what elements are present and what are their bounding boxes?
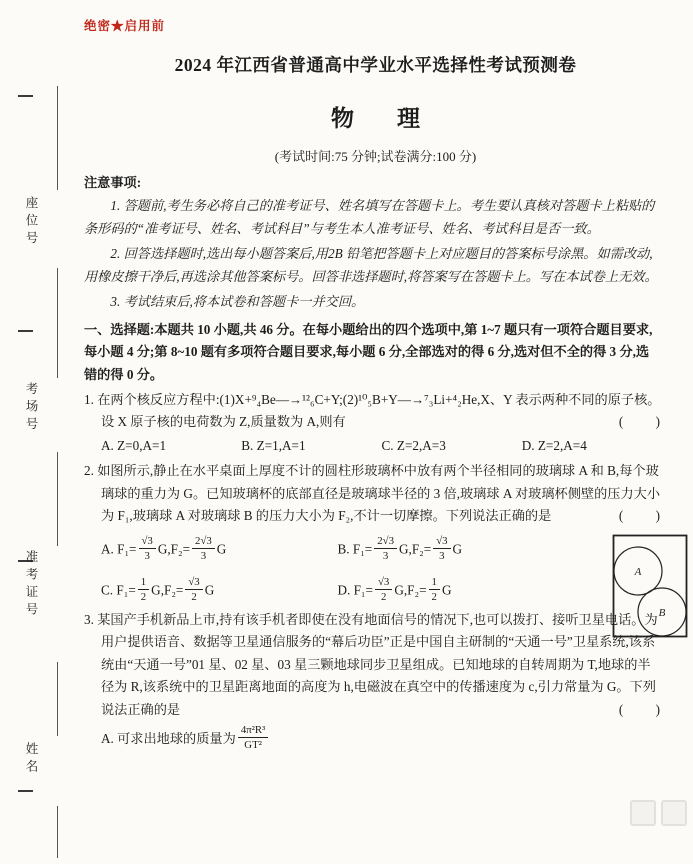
margin-write-line xyxy=(57,86,58,190)
question-1-option-b: B. Z=1,A=1 xyxy=(241,437,306,453)
question-1 xyxy=(84,389,662,457)
question-3-answer-bracket: ( ) xyxy=(618,701,662,717)
question-2-option-b: B. F₁= $\frac{2√3}{3}$ G,F₂= $\frac{√3}{3}$ G xyxy=(337,534,463,562)
notice-item-1: 1. 答题前,考生务必将自己的准考证号、姓名填写在答题卡上。考生要认真核对答题卡上粘贴的条形码的“准考证号、姓名、考试科目”与考生本人准考证号、姓名、考试科目是否一致。 xyxy=(84,198,655,236)
margin-write-line xyxy=(57,806,58,858)
question-2-answer-bracket: ( ) xyxy=(618,508,662,524)
fold-mark xyxy=(18,790,33,792)
watermark-mark xyxy=(630,800,656,826)
paper-title: 2024 年江西省普通高中学业水平选择性考试预测卷 xyxy=(174,55,577,75)
question-3-stem xyxy=(84,609,662,721)
question-3-stem-text: 3. 某国产手机新品上市,持有该手机者即使在没有地面信号的情况下,也可以拨打、接听卫星电话。为用户提供语音、数据等卫星通信服务的“幕后功臣”正是中国自主研制的“天通一号”卫星系统,该系统由“天通一号”01 星、02 星、03 星三颗地球同步卫星组成。已知地球的自转周期为 T,地球的半径为 R,该系统中的卫星距离地面的高度为 h,电磁波在真空中的传播速度为 c,引力常量为 G。下列说法正确的是 xyxy=(84,611,658,717)
paper-body xyxy=(84,172,666,754)
binding-margin xyxy=(0,0,80,864)
question-2-options xyxy=(84,536,604,606)
figure-ball-b-label: B xyxy=(658,607,666,620)
margin-write-line xyxy=(57,662,58,736)
section-header: 一、选择题:本题共 10 小题,共 46 分。在每小题给出的四个选项中,第 1~7 题只有一项符合题目要求,每小题 4 分;第 8~10 题有多项符合题目要求,每小题 6 分,全部选对的得 6 分,选对但不全的得 3 分,选错的得 0 分。 xyxy=(84,321,653,382)
margin-write-line xyxy=(57,452,58,546)
figure-ball-a-label: A xyxy=(634,566,642,579)
question-2 xyxy=(84,460,666,620)
question-2-stem-text: 2. 如图所示,静止在水平桌面上厚度不计的圆柱形玻璃杯中放有两个半径相同的玻璃球 A 和 B,每个玻璃球的重力为 G。已知玻璃杯的底部直径是玻璃球半径的 3 倍,玻璃球 A 对玻璃杯侧壁的压力大小为 F₁,玻璃球 A 对玻璃球 B 的压力大小为 F₂,不计一切摩擦。下列说法正确的是 xyxy=(84,463,661,524)
question-3-option-a: A. 可求出地球的质量为 $\frac{\text{4π²R³}}{\text{GT²}}$ xyxy=(101,731,270,746)
question-3 xyxy=(84,609,662,754)
question-1-answer-bracket: ( ) xyxy=(618,414,662,430)
question-3-options xyxy=(84,725,662,754)
question-1-option-a: A. Z=0,A=1 xyxy=(101,437,167,453)
margin-label-room-number: 考场号 xyxy=(24,382,38,435)
fold-mark xyxy=(18,95,33,97)
question-1-stem-text: 1. 在两个核反应方程中:(1)X+⁹₄Be―→¹²₆C+Y;(2)¹⁰₅B+Y―→⁷₃Li+⁴₂He,X、Y 表示两种不同的原子核。设 X 原子核的电荷数为 Z,质量数为 A,则有 xyxy=(84,391,661,430)
question-2-option-d: D. F₁= $\frac{√3}{2}$ G,F₂= $\frac{1}{2}$ G xyxy=(337,575,452,603)
secrecy-label: 绝密★启用前 xyxy=(84,19,166,33)
question-1-option-c: C. Z=2,A=3 xyxy=(381,437,446,453)
fold-mark xyxy=(18,330,33,332)
watermark xyxy=(630,800,687,826)
notice-item-3: 3. 考试结束后,将本试卷和答题卡一并交回。 xyxy=(110,294,365,310)
question-1-options xyxy=(84,435,662,457)
margin-write-line xyxy=(57,268,58,378)
notice-title: 注意事项: xyxy=(84,175,142,190)
subject-title: 物 理 xyxy=(331,106,430,131)
question-2-option-c: C. F₁= $\frac{1}{2}$ G,F₂= $\frac{√3}{2}$ G xyxy=(101,575,215,603)
question-2-stem xyxy=(84,460,662,527)
watermark-mark xyxy=(661,800,687,826)
question-1-stem xyxy=(84,389,662,434)
margin-label-name: 姓名 xyxy=(24,742,38,777)
question-1-option-d: D. Z=2,A=4 xyxy=(521,437,587,453)
margin-label-admission-number: 准考证号 xyxy=(24,550,38,620)
exam-info-line: (考试时间:75 分钟;试卷满分:100 分) xyxy=(274,149,477,164)
notice-item-2: 2. 回答选择题时,选出每小题答案后,用2B 铅笔把答题卡上对应题目的答案标号涂黑。如需改动,用橡皮擦干净后,再选涂其他答案标号。回答非选择题时,将答案写在答题卡上。写在本试卷上无效。 xyxy=(84,246,658,284)
question-2-option-a: A. F₁= $\frac{√3}{3}$ G,F₂= $\frac{2√3}{3}$ G xyxy=(101,534,227,562)
margin-label-seat-number: 座位号 xyxy=(24,196,38,249)
